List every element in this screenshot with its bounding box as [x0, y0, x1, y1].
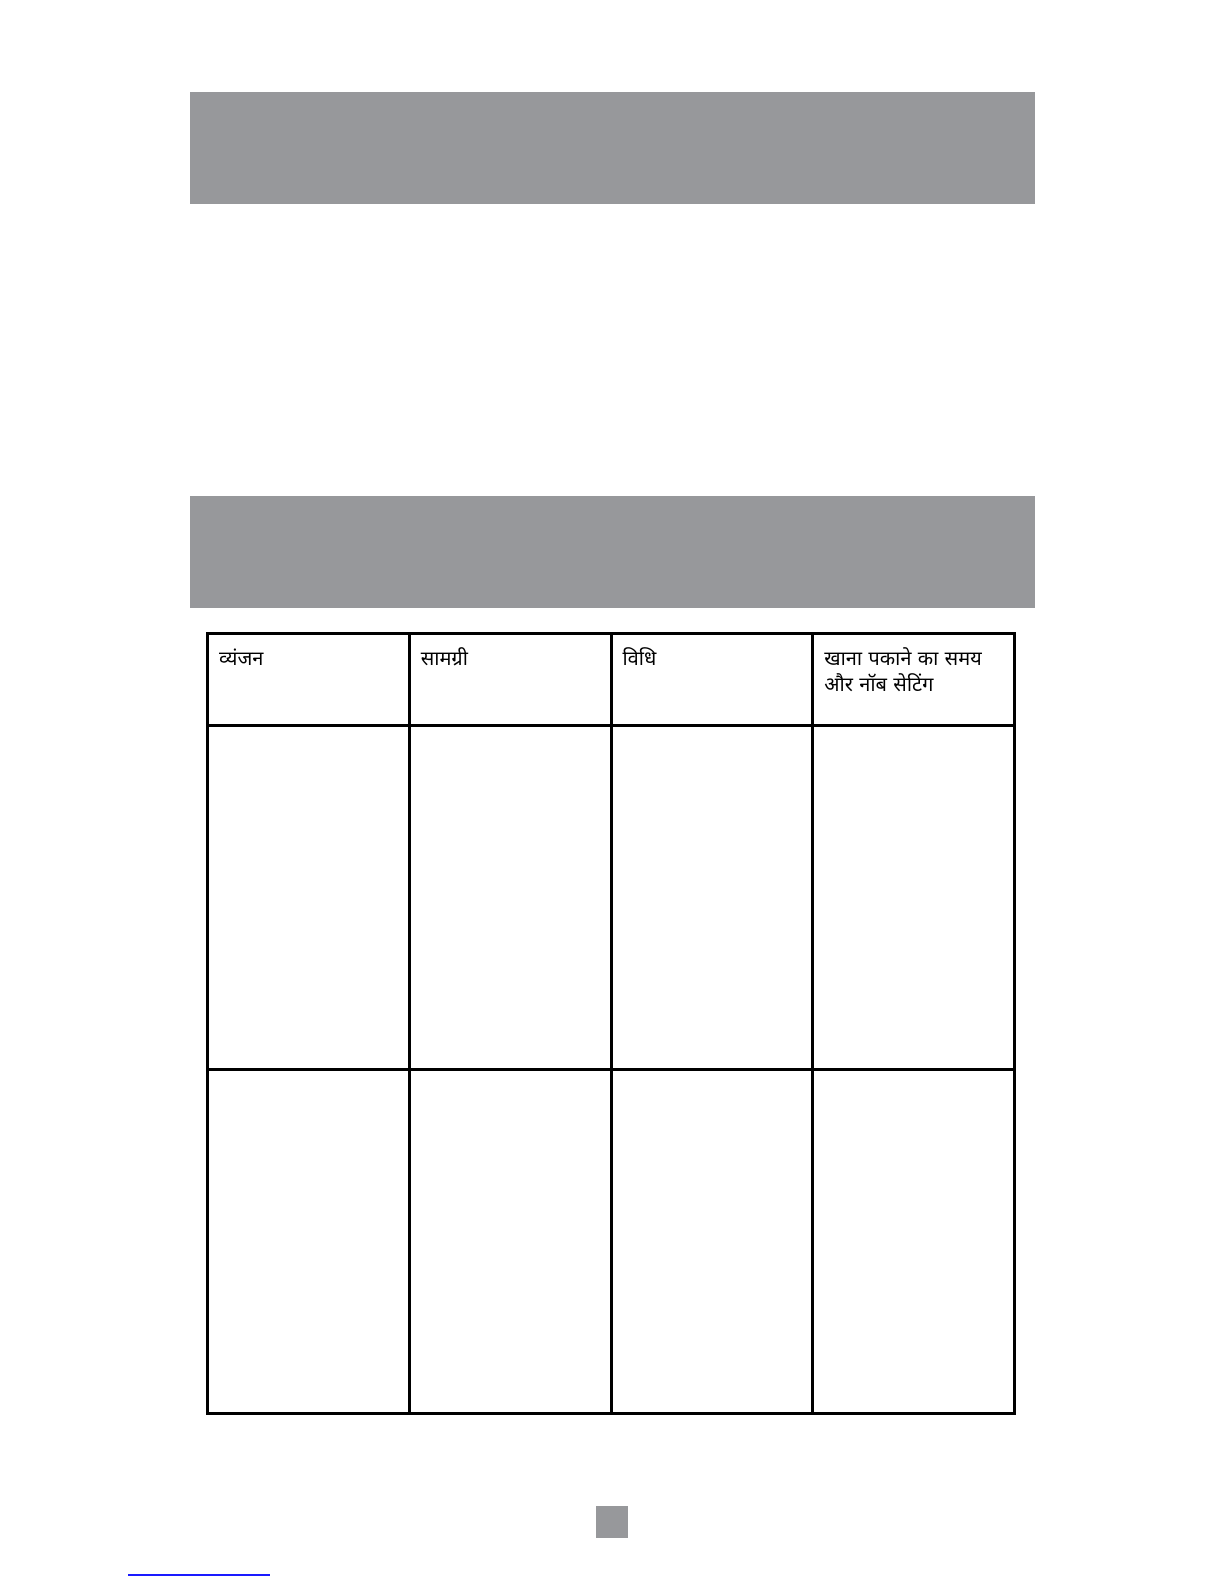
column-header-cooking-time: खाना पकाने का समय और नॉब सेटिंग: [813, 634, 1015, 726]
table-header-row: [208, 634, 1015, 726]
column-header-ingredients: सामग्री: [409, 634, 611, 726]
recipe-table: [206, 632, 1016, 1415]
column-header-method: विधि: [611, 634, 813, 726]
table-row: [208, 1070, 1015, 1414]
table-cell: [208, 1070, 410, 1414]
table-row: [208, 726, 1015, 1070]
table-cell: [409, 1070, 611, 1414]
table-cell: [409, 726, 611, 1070]
page-number-box: [596, 1506, 628, 1538]
header-banner: [190, 92, 1035, 204]
column-header-dish: व्यंजन: [208, 634, 410, 726]
table-cell: [813, 726, 1015, 1070]
table-cell: [611, 1070, 813, 1414]
section-banner: [190, 496, 1035, 608]
table-cell: [208, 726, 410, 1070]
table-cell: [611, 726, 813, 1070]
table-cell: [813, 1070, 1015, 1414]
footer-link-underline[interactable]: [128, 1574, 270, 1576]
